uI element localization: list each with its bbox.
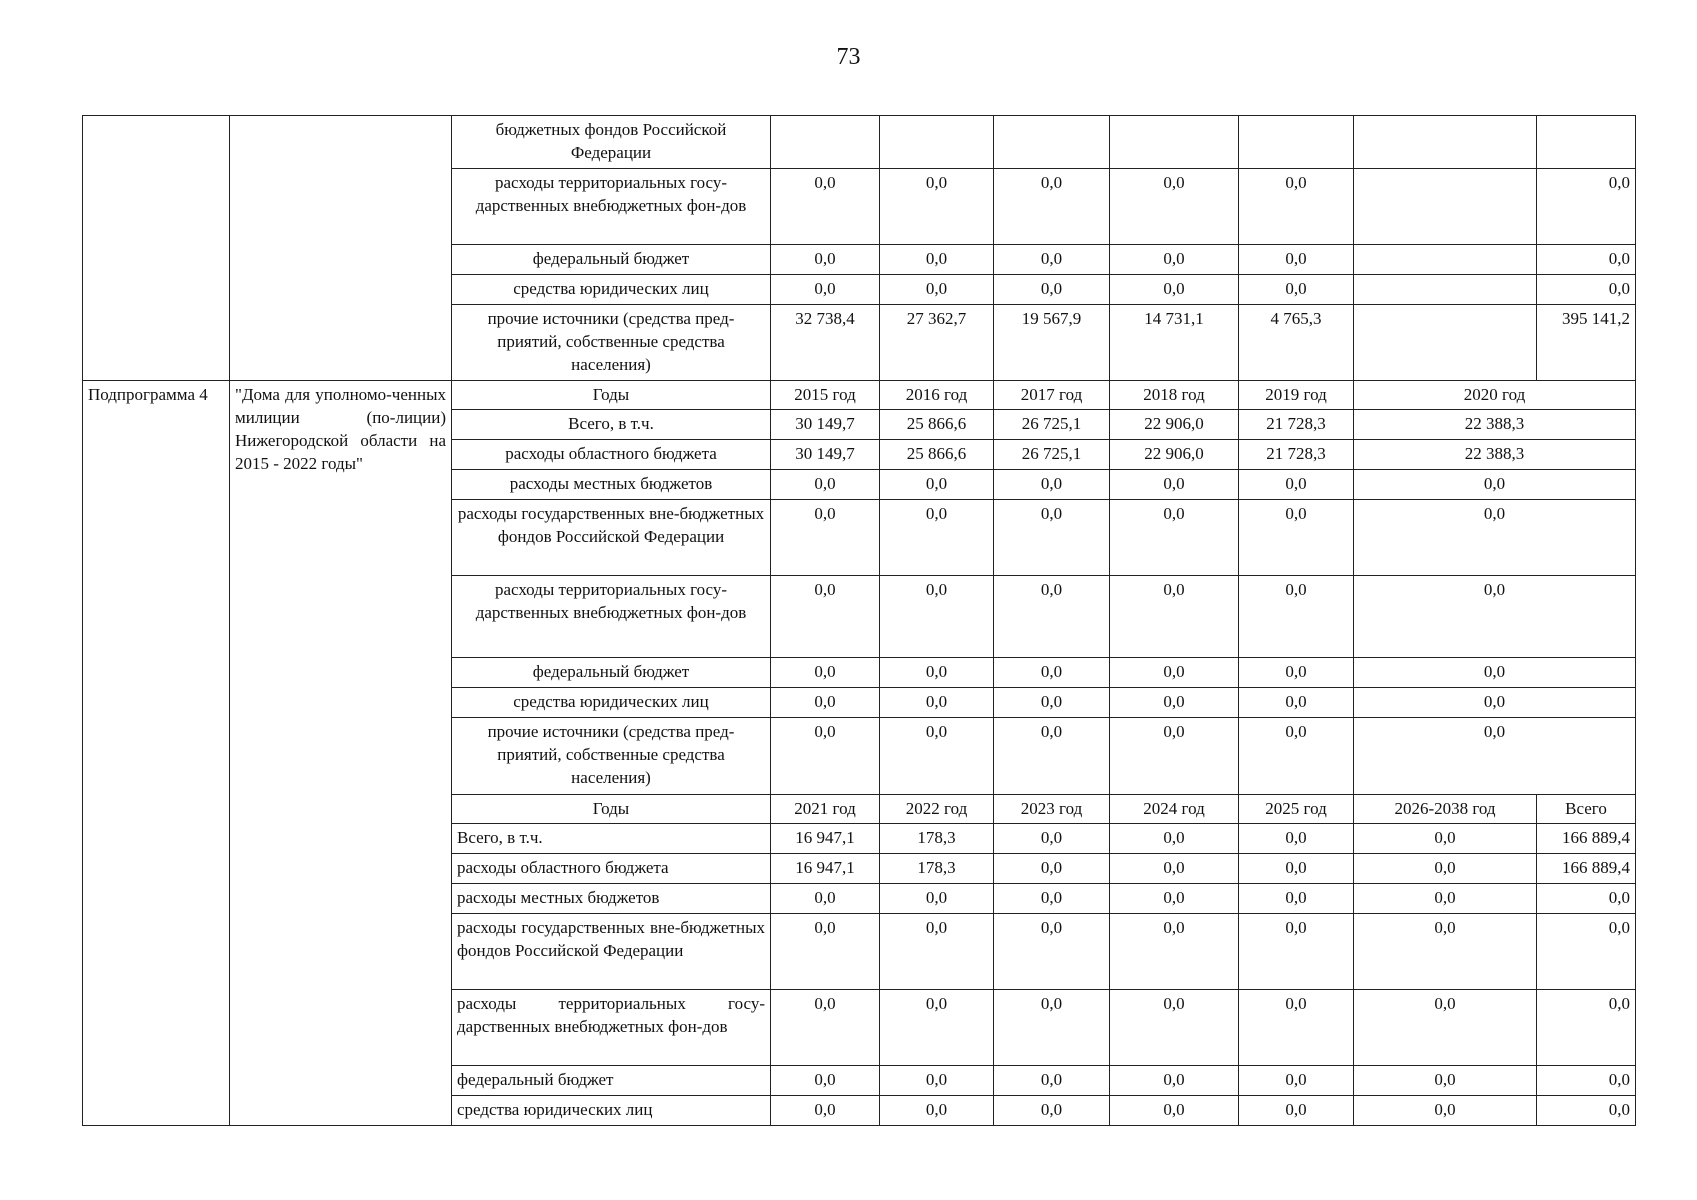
value-cell: 0,0 (1110, 576, 1239, 658)
value-cell: 0,0 (1537, 884, 1636, 914)
year-header: 2022 год (880, 795, 994, 824)
year-header: Всего (1537, 795, 1636, 824)
year-header: 2017 год (994, 381, 1110, 410)
value-cell: 0,0 (880, 990, 994, 1066)
value-cell: 25 866,6 (880, 410, 994, 440)
value-cell: 27 362,7 (880, 305, 994, 381)
value-cell: 32 738,4 (771, 305, 880, 381)
year-header: 2018 год (1110, 381, 1239, 410)
empty-cell (230, 116, 452, 381)
years-label: Годы (452, 381, 771, 410)
value-cell: 0,0 (880, 914, 994, 990)
value-cell: 0,0 (771, 169, 880, 245)
value-cell: 0,0 (1110, 884, 1239, 914)
value-cell: 0,0 (1110, 1096, 1239, 1126)
value-cell: 0,0 (880, 718, 994, 795)
value-cell: 0,0 (771, 500, 880, 576)
row-label: Всего, в т.ч. (452, 824, 771, 854)
value-cell: 19 567,9 (994, 305, 1110, 381)
value-cell: 0,0 (1239, 1096, 1354, 1126)
year-header: 2021 год (771, 795, 880, 824)
value-cell: 0,0 (1239, 169, 1354, 245)
value-cell (1354, 245, 1537, 275)
value-cell (1537, 116, 1636, 169)
row-label: расходы территориальных госу-дарственных внебюджетных фон-дов (452, 576, 771, 658)
value-cell: 22 906,0 (1110, 440, 1239, 470)
row-label: расходы местных бюджетов (452, 884, 771, 914)
value-cell (1110, 116, 1239, 169)
value-cell: 0,0 (771, 470, 880, 500)
value-cell: 14 731,1 (1110, 305, 1239, 381)
value-cell: 0,0 (1239, 576, 1354, 658)
years-header-row (83, 381, 1636, 410)
value-cell (880, 116, 994, 169)
value-cell: 22 388,3 (1354, 410, 1636, 440)
financing-table (82, 115, 1636, 1126)
value-cell (1354, 116, 1537, 169)
year-header: 2019 год (1239, 381, 1354, 410)
value-cell: 22 388,3 (1354, 440, 1636, 470)
value-cell: 0,0 (1239, 470, 1354, 500)
value-cell: 0,0 (1354, 1096, 1537, 1126)
year-header: 2023 год (994, 795, 1110, 824)
value-cell: 0,0 (1239, 658, 1354, 688)
value-cell: 0,0 (1110, 1066, 1239, 1096)
value-cell: 0,0 (994, 470, 1110, 500)
value-cell: 0,0 (1239, 824, 1354, 854)
value-cell: 0,0 (1110, 470, 1239, 500)
row-label: прочие источники (средства пред-приятий, собственные средства населения) (452, 305, 771, 381)
row-label: расходы государственных вне-бюджетных фондов Российской Федерации (452, 500, 771, 576)
value-cell: 0,0 (880, 470, 994, 500)
value-cell: 0,0 (1537, 169, 1636, 245)
value-cell: 0,0 (880, 169, 994, 245)
value-cell: 30 149,7 (771, 440, 880, 470)
value-cell: 0,0 (771, 275, 880, 305)
value-cell: 0,0 (880, 884, 994, 914)
financing-table-body (83, 116, 1636, 1126)
value-cell: 0,0 (880, 658, 994, 688)
row-label: федеральный бюджет (452, 658, 771, 688)
value-cell: 21 728,3 (1239, 410, 1354, 440)
value-cell: 0,0 (1354, 688, 1636, 718)
value-cell: 0,0 (994, 1066, 1110, 1096)
value-cell: 30 149,7 (771, 410, 880, 440)
row-label: средства юридических лиц (452, 688, 771, 718)
row-label: федеральный бюджет (452, 1066, 771, 1096)
subprogram-number: Подпрограмма 4 (83, 381, 230, 1126)
value-cell: 0,0 (1354, 1066, 1537, 1096)
subprogram-name: "Дома для уполномо-ченных милиции (по-лиции) Нижегородской области на 2015 - 2022 годы" (230, 381, 452, 1126)
row-label: расходы территориальных госу-дарственных внебюджетных фон-дов (452, 169, 771, 245)
value-cell: 0,0 (771, 1096, 880, 1126)
value-cell: 0,0 (880, 688, 994, 718)
year-header: 2016 год (880, 381, 994, 410)
value-cell: 0,0 (1110, 854, 1239, 884)
value-cell: 0,0 (1354, 824, 1537, 854)
year-header: 2015 год (771, 381, 880, 410)
value-cell (1354, 275, 1537, 305)
value-cell: 0,0 (994, 914, 1110, 990)
row-label: средства юридических лиц (452, 275, 771, 305)
value-cell: 0,0 (771, 658, 880, 688)
value-cell (1354, 305, 1537, 381)
row-label: Всего, в т.ч. (452, 410, 771, 440)
value-cell: 0,0 (994, 500, 1110, 576)
value-cell: 0,0 (1110, 275, 1239, 305)
value-cell: 0,0 (1239, 854, 1354, 884)
table-row (83, 116, 1636, 169)
value-cell: 0,0 (1537, 1066, 1636, 1096)
row-label: средства юридических лиц (452, 1096, 771, 1126)
value-cell: 0,0 (1354, 914, 1537, 990)
value-cell: 0,0 (771, 688, 880, 718)
value-cell: 0,0 (1239, 884, 1354, 914)
value-cell: 0,0 (994, 1096, 1110, 1126)
value-cell: 0,0 (1239, 245, 1354, 275)
value-cell (1239, 116, 1354, 169)
value-cell: 0,0 (1110, 718, 1239, 795)
value-cell: 0,0 (1354, 500, 1636, 576)
value-cell: 0,0 (771, 576, 880, 658)
row-label: расходы областного бюджета (452, 440, 771, 470)
value-cell: 26 725,1 (994, 440, 1110, 470)
value-cell: 0,0 (1537, 275, 1636, 305)
empty-cell (83, 116, 230, 381)
value-cell: 0,0 (1110, 914, 1239, 990)
value-cell: 0,0 (1354, 576, 1636, 658)
value-cell: 0,0 (1537, 245, 1636, 275)
value-cell: 0,0 (880, 245, 994, 275)
value-cell: 0,0 (1110, 169, 1239, 245)
value-cell: 0,0 (880, 1066, 994, 1096)
value-cell: 0,0 (1239, 914, 1354, 990)
value-cell: 0,0 (994, 169, 1110, 245)
value-cell: 0,0 (994, 718, 1110, 795)
value-cell: 0,0 (1537, 990, 1636, 1066)
row-label: расходы территориальных госу-дарственных внебюджетных фон-дов (452, 990, 771, 1066)
value-cell: 26 725,1 (994, 410, 1110, 440)
value-cell: 0,0 (1239, 500, 1354, 576)
value-cell: 0,0 (994, 658, 1110, 688)
value-cell: 0,0 (994, 275, 1110, 305)
value-cell (994, 116, 1110, 169)
value-cell: 0,0 (1110, 688, 1239, 718)
row-label: федеральный бюджет (452, 245, 771, 275)
value-cell: 0,0 (994, 824, 1110, 854)
row-label: прочие источники (средства пред-приятий, собственные средства населения) (452, 718, 771, 795)
value-cell: 0,0 (771, 245, 880, 275)
value-cell: 16 947,1 (771, 854, 880, 884)
value-cell: 0,0 (771, 884, 880, 914)
value-cell: 0,0 (771, 990, 880, 1066)
value-cell (771, 116, 880, 169)
value-cell: 0,0 (994, 884, 1110, 914)
value-cell: 0,0 (1354, 854, 1537, 884)
value-cell: 0,0 (994, 688, 1110, 718)
row-label: расходы государственных вне-бюджетных фондов Российской Федерации (452, 914, 771, 990)
value-cell: 0,0 (1354, 658, 1636, 688)
value-cell: 0,0 (771, 718, 880, 795)
value-cell: 0,0 (1354, 718, 1636, 795)
value-cell: 395 141,2 (1537, 305, 1636, 381)
value-cell: 0,0 (1110, 245, 1239, 275)
value-cell: 0,0 (1537, 914, 1636, 990)
value-cell: 166 889,4 (1537, 824, 1636, 854)
value-cell: 0,0 (1239, 275, 1354, 305)
value-cell: 0,0 (880, 1096, 994, 1126)
year-header: 2020 год (1354, 381, 1636, 410)
row-label: расходы местных бюджетов (452, 470, 771, 500)
row-label: расходы областного бюджета (452, 854, 771, 884)
value-cell: 25 866,6 (880, 440, 994, 470)
year-header: 2024 год (1110, 795, 1239, 824)
year-header: 2026-2038 год (1354, 795, 1537, 824)
value-cell: 0,0 (1537, 1096, 1636, 1126)
year-header: 2025 год (1239, 795, 1354, 824)
value-cell: 0,0 (994, 854, 1110, 884)
value-cell: 16 947,1 (771, 824, 880, 854)
value-cell: 4 765,3 (1239, 305, 1354, 381)
value-cell: 22 906,0 (1110, 410, 1239, 440)
value-cell: 0,0 (1239, 718, 1354, 795)
value-cell: 0,0 (1354, 990, 1537, 1066)
value-cell: 21 728,3 (1239, 440, 1354, 470)
value-cell: 166 889,4 (1537, 854, 1636, 884)
value-cell: 0,0 (771, 1066, 880, 1096)
value-cell: 0,0 (994, 990, 1110, 1066)
value-cell: 0,0 (1110, 990, 1239, 1066)
value-cell: 0,0 (1354, 470, 1636, 500)
value-cell: 0,0 (880, 275, 994, 305)
value-cell: 178,3 (880, 824, 994, 854)
value-cell: 0,0 (1239, 1066, 1354, 1096)
value-cell: 0,0 (771, 914, 880, 990)
value-cell: 0,0 (1239, 990, 1354, 1066)
value-cell: 0,0 (1239, 688, 1354, 718)
row-label: бюджетных фондов Российской Федерации (452, 116, 771, 169)
value-cell (1354, 169, 1537, 245)
value-cell: 178,3 (880, 854, 994, 884)
value-cell: 0,0 (994, 576, 1110, 658)
value-cell: 0,0 (994, 245, 1110, 275)
value-cell: 0,0 (1110, 500, 1239, 576)
value-cell: 0,0 (1110, 658, 1239, 688)
value-cell: 0,0 (880, 500, 994, 576)
years-label: Годы (452, 795, 771, 824)
value-cell: 0,0 (1354, 884, 1537, 914)
value-cell: 0,0 (1110, 824, 1239, 854)
value-cell: 0,0 (880, 576, 994, 658)
page-number: 73 (836, 44, 861, 70)
